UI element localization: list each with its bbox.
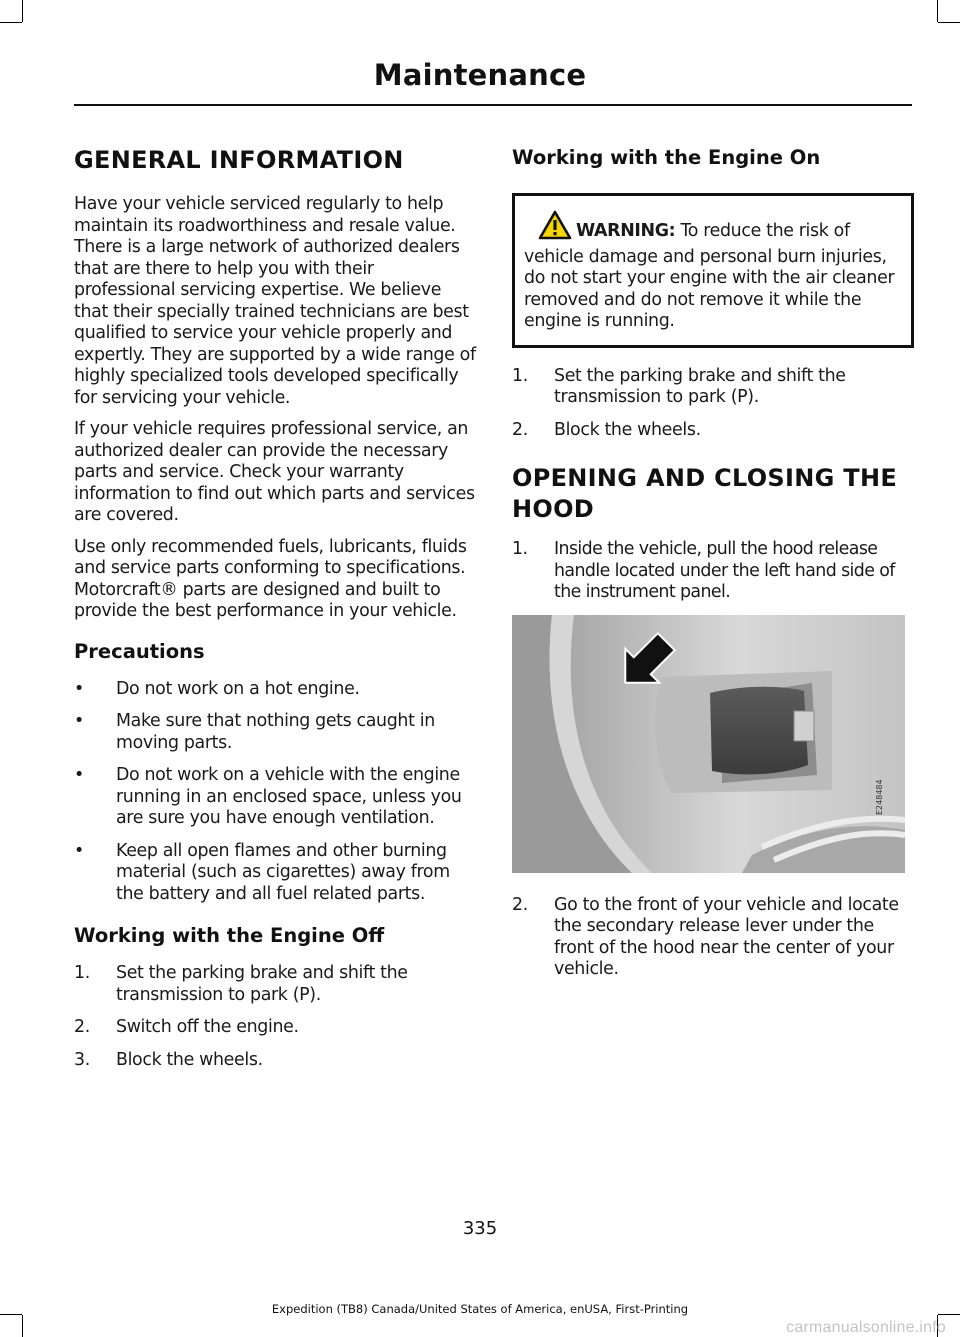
step-text: Set the parking brake and shift the transmission to park (P). [554, 365, 846, 407]
page-number: 335 [462, 1218, 498, 1239]
list-item-text: Do not work on a hot engine. [116, 678, 360, 699]
hood-steps-continued [512, 895, 914, 981]
step-text: Go to the front of your vehicle and locate the secondary release lever under the front of the hood near the center of your vehicle. [554, 894, 899, 979]
paragraph: Use only recommended fuels, lubricants, fluids and service parts conforming to specifications. Motorcraft® parts are designed and built to provide the best performance in your vehicle. [74, 536, 467, 621]
hood-release-illustration [512, 615, 905, 873]
step-item [74, 1017, 476, 1039]
list-item-text: Make sure that nothing gets caught in moving parts. [116, 711, 435, 753]
figure-code: E248484 [875, 778, 884, 815]
precautions-list [74, 679, 476, 906]
left-column [74, 145, 476, 1085]
bullet-symbol: • [74, 711, 84, 731]
hood-steps [512, 539, 914, 604]
crop-mark [22, 0, 23, 22]
list-item [74, 679, 476, 701]
step-text: Block the wheels. [554, 419, 701, 440]
bullet-symbol: • [74, 840, 84, 861]
section-heading-hood [512, 463, 914, 525]
step-text: Inside the vehicle, pull the hood release handle located under the left hand side of the instrument panel. [554, 539, 895, 602]
bullet-symbol: • [74, 765, 84, 785]
step-text: Switch off the engine. [116, 1017, 299, 1037]
warning-box [512, 193, 914, 348]
subheading-engine-on: Working with the Engine On [512, 146, 821, 169]
step-item [512, 366, 914, 409]
list-item [74, 841, 476, 906]
list-item-text: Keep all open flames and other burning material (such as cigarettes) away from the battery and all fuel related parts. [116, 840, 450, 904]
watermark: carmanualsonline.info [786, 1319, 946, 1336]
warning-label: WARNING: [576, 221, 676, 241]
footer-text: Expedition (TB8) Canada/United States of America, enUSA, First-Printing [271, 1302, 689, 1316]
subheading-engine-off: Working with the Engine Off [74, 924, 385, 947]
step-number: 2. [512, 419, 528, 440]
header-divider [74, 104, 912, 106]
section-heading-line: OPENING AND CLOSING THE [512, 464, 898, 492]
subheading-precautions: Precautions [74, 639, 205, 663]
step-item [512, 895, 914, 981]
step-number: 3. [74, 1049, 90, 1070]
crop-mark [22, 1315, 23, 1337]
step-text: Block the wheels. [116, 1049, 263, 1070]
right-column [512, 145, 914, 995]
crop-mark [937, 0, 938, 22]
page-title: Maintenance [373, 58, 587, 92]
step-text: Set the parking brake and shift the transmission to park (P). [116, 963, 408, 1005]
crop-mark [0, 22, 22, 23]
crop-mark [938, 22, 960, 23]
warning-triangle-icon [538, 210, 572, 247]
section-heading-line: HOOD [512, 495, 595, 523]
step-number: 1. [512, 539, 528, 559]
step-item [512, 420, 914, 442]
paragraph: If your vehicle requires professional service, an authorized dealer can provide the necessary parts and service. Check your warranty information to find out which parts and services are covered. [74, 419, 475, 525]
step-item [74, 1050, 476, 1072]
list-item [74, 711, 476, 754]
paragraph: Have your vehicle serviced regularly to help maintain its roadworthiness and resale value. There is a large network of authorized dealers that are there to help you with their professional servicing expertise. We believe that their specially trained technicians are best qualified to service your vehicle properly and expertly. They are supported by a wide range of highly specialized tools developed specifically for servicing your vehicle. [74, 194, 476, 408]
list-item [74, 765, 476, 830]
section-heading-general-information: GENERAL INFORMATION [74, 146, 404, 174]
engine-on-steps [512, 366, 914, 442]
step-item [512, 539, 914, 604]
step-number: 2. [74, 1017, 90, 1037]
step-number: 1. [512, 365, 528, 386]
bullet-symbol: • [74, 678, 84, 699]
hood-release-svg [512, 615, 905, 873]
step-item [74, 963, 476, 1006]
step-number: 1. [74, 963, 90, 983]
warning-text: To reduce the risk of vehicle damage and personal burn injuries, do not start your engine with the air cleaner removed and do not remove it while the engine is running. [524, 221, 895, 331]
engine-off-steps [74, 963, 476, 1071]
step-number: 2. [512, 894, 528, 915]
list-item-text: Do not work on a vehicle with the engine running in an enclosed space, unless you are sure you have enough ventilation. [116, 765, 462, 828]
